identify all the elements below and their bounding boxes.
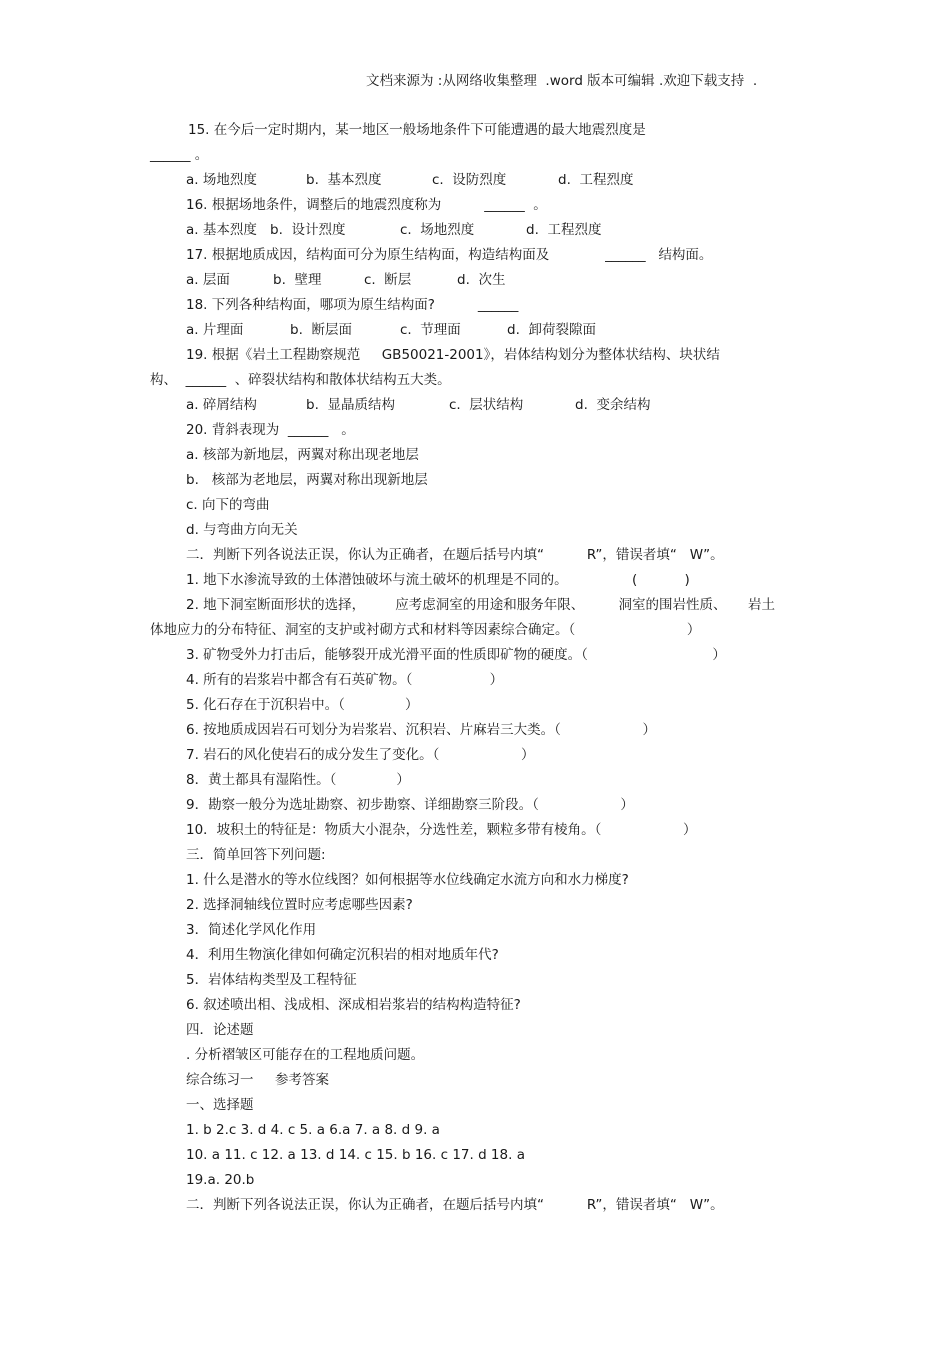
option-c: c. 节理面 [400,322,461,338]
short-answer-item-1: 1. 什么是潜水的等水位线图？如何根据等水位线确定水流方向和水力梯度? [186,872,629,888]
short-answer-item-4: 4．利用生物演化律如何确定沉积岩的相对地质年代? [186,947,499,963]
option-b: b. 壁理 [273,272,322,288]
question-17 [186,246,712,264]
option-c: c. 向下的弯曲 [186,497,270,513]
question-end: 。 [533,197,547,213]
question-text: 20. 背斜表现为 [186,422,280,438]
judgment-item-7: 7. 岩石的风化使岩石的成分发生了变化。（ ） [186,747,535,763]
question-15-continuation [150,146,208,164]
question-end: 结构面。 [658,247,713,263]
short-answer-item-6: 6. 叙述喷出相、浅成相、深成相岩浆岩的结构构造特征? [186,997,521,1013]
judgment-item-9: 9．勘察一般分为选址勘察、初步勘察、详细勘察三阶段。（ ） [186,797,634,813]
option-b: b. 核部为老地层，两翼对称出现新地层 [186,472,428,488]
answer-blank: ______ [605,247,646,263]
answer-blank: ______ [484,197,525,213]
page-header: 文档来源为 :从网络收集整理 .word 版本可编辑 .欢迎下载支持 . [366,73,758,89]
question-end: 。 [341,422,355,438]
judgment-item-10: 10．坡积土的特征是：物质大小混杂，分选性差，颗粒多带有棱角。（ ） [186,822,697,838]
judgment-item-8: 8．黄土都具有湿陷性。（ ） [186,772,410,788]
answers-title: 综合练习一 参考答案 [186,1072,329,1088]
answer-blank: ______ [287,422,329,438]
question-19-continuation [150,371,451,389]
option-b: b. 设计烈度 [270,222,346,238]
judgment-item-2: 2. 地下洞室断面形状的选择， 应考虑洞室的用途和服务年限、 洞室的围岩性质、 岩土 [186,597,775,613]
option-a: a. 层面 [186,272,230,288]
option-a: a. 核部为新地层，两翼对称出现老地层 [186,447,419,463]
question-text: 17. 根据地质成因，结构面可分为原生结构面，构造结构面及 [186,247,550,263]
question-end: 。 [194,147,209,163]
answers-row-1: 1. b 2.c 3. d 4. c 5. a 6.a 7. a 8. d 9. a [186,1122,440,1138]
option-a: a. 片理面 [186,322,244,338]
answers-subheading-2: 二．判断下列各说法正误，你认为正确者，在题后括号内填“ R”，错误者填“ W”。 [186,1197,724,1213]
judgment-item-5: 5. 化石存在于沉积岩中。（ ） [186,697,419,713]
option-d: d. 工程烈度 [558,172,634,188]
option-c: c. 层状结构 [449,397,524,413]
option-c: c. 场地烈度 [400,222,475,238]
option-d: d. 卸荷裂隙面 [507,322,596,338]
option-c: c. 断层 [364,272,412,288]
question-text: 18. 下列各种结构面，哪项为原生结构面? [186,297,435,313]
judgment-item-1: 1. 地下水渗流导致的土体潜蚀破坏与流土破坏的机理是不同的。 ( ) [186,572,690,588]
short-answer-item-5: 5．岩体结构类型及工程特征 [186,972,357,988]
judgment-item-2-continuation: 体地应力的分布特征、洞室的支护或衬砌方式和材料等因素综合确定。（ ） [150,622,701,638]
answers-subheading-1: 一、选择题 [186,1097,254,1113]
option-c: c. 设防烈度 [432,172,507,188]
section-4-title: 四．论述题 [186,1022,254,1038]
short-answer-item-3: 3．简述化学风化作用 [186,922,317,938]
answers-row-2: 10. a 11. c 12. a 13. d 14. c 15. b 16. c 17. d 18. a [186,1147,525,1163]
answer-blank: ______ [150,147,191,163]
question-15: 15. 在今后一定时期内，某一地区一般场地条件下可能遭遇的最大地震烈度是 [188,122,646,138]
question-20 [186,421,355,439]
essay-item: . 分析褶皱区可能存在的工程地质问题。 [186,1047,425,1063]
option-d: d. 工程烈度 [526,222,602,238]
answers-row-3: 19.a. 20.b [186,1172,255,1188]
question-text: 构、 [150,372,177,388]
question-19: 19. 根据《岩土工程勘察规范 GB50021-2001》，岩体结构划分为整体状结构、块状结 [186,347,720,363]
question-text: 、碎裂状结构和散体状结构五大类。 [234,372,451,388]
answer-blank: ______ [477,297,519,313]
option-b: b. 断层面 [290,322,352,338]
option-d: d. 与弯曲方向无关 [186,522,298,538]
short-answer-item-2: 2. 选择洞轴线位置时应考虑哪些因素? [186,897,413,913]
judgment-item-6: 6. 按地质成因岩石可划分为岩浆岩、沉积岩、片麻岩三大类。（ ） [186,722,656,738]
question-text: 16. 根据场地条件，调整后的地震烈度称为 [186,197,442,213]
option-d: d. 变余结构 [575,397,651,413]
option-b: b. 基本烈度 [306,172,382,188]
question-16 [186,196,547,214]
judgment-item-4: 4. 所有的岩浆岩中都含有石英矿物。（ ） [186,672,504,688]
question-18 [186,296,518,314]
option-a: a. 碎屑结构 [186,397,257,413]
section-2-title: 二．判断下列各说法正误，你认为正确者，在题后括号内填“ R”，错误者填“ W”。 [186,547,724,563]
answer-blank: ______ [185,372,227,388]
option-b: b. 显晶质结构 [306,397,395,413]
judgment-item-3: 3. 矿物受外力打击后，能够裂开成光滑平面的性质即矿物的硬度。（ ） [186,647,726,663]
option-a: a. 场地烈度 [186,172,257,188]
section-3-title: 三．简单回答下列问题: [186,847,326,863]
option-a: a. 基本烈度 [186,222,257,238]
option-d: d. 次生 [457,272,506,288]
